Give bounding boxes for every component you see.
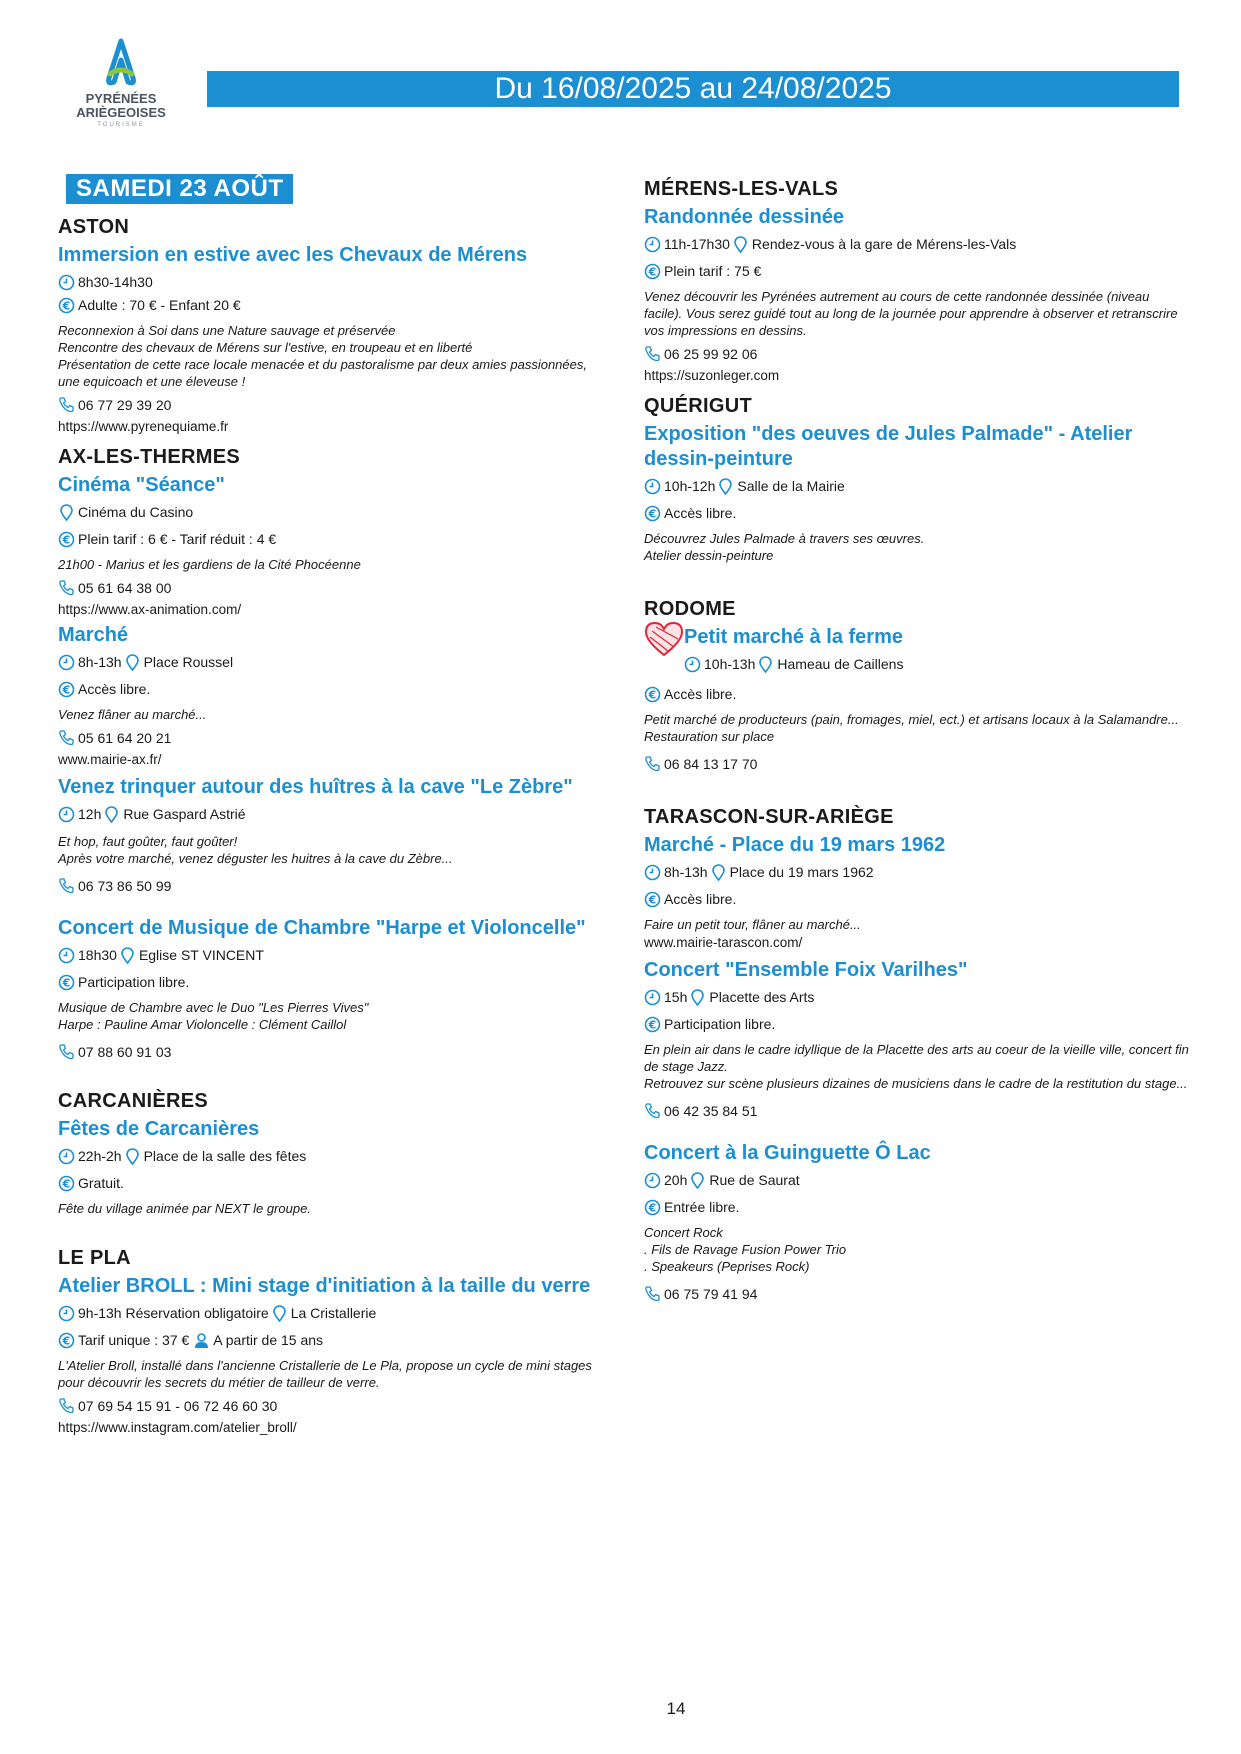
event-phone[interactable]: 06 77 29 39 20 (78, 396, 172, 413)
location-pin-icon (689, 989, 706, 1006)
clock-icon (58, 1305, 75, 1322)
day-badge: SAMEDI 23 AOÛT (66, 174, 293, 204)
event-phone-line (58, 396, 603, 413)
phone-icon (58, 877, 75, 894)
event-description: Découvrez Jules Palmade à travers ses œuvres. Atelier dessin-peinture (644, 531, 925, 563)
event-price-line (644, 685, 1189, 703)
event-title: Venez trinquer autour des huîtres à la cave "Le Zèbre" (58, 776, 573, 798)
svg-text:€: € (62, 299, 71, 312)
event-time-line (644, 863, 1189, 881)
phone-icon (58, 579, 75, 596)
svg-text:€: € (648, 1201, 657, 1214)
event-time: 8h-13h (78, 654, 122, 670)
event-price-line (644, 1198, 1189, 1216)
event-price-line (58, 680, 603, 698)
euro-icon (644, 891, 661, 908)
event-price: Entrée libre. (664, 1199, 740, 1215)
event-title: Atelier BROLL : Mini stage d'initiation à la taille du verre (58, 1275, 591, 1297)
town-heading: RODOME (644, 598, 736, 620)
location-pin-icon (124, 1148, 141, 1165)
event-time: 22h-2h (78, 1148, 122, 1164)
euro-icon (644, 1199, 661, 1216)
clock-icon (684, 656, 701, 673)
logo-line1: PYRÉNÉES (85, 91, 157, 106)
event-url[interactable]: https://www.pyrenequiame.fr (58, 419, 229, 434)
event-url[interactable]: https://www.ax-animation.com/ (58, 602, 242, 617)
event-price: Tarif unique : 37 € (78, 1332, 190, 1348)
event-time-line (644, 988, 1189, 1006)
event-time: 15h (664, 989, 688, 1005)
town-heading: MÉRENS-LES-VALS (644, 178, 839, 200)
page-number: 14 (666, 1699, 686, 1718)
event-title: Exposition "des oeuves de Jules Palmade" - Atelier dessin-peinture (644, 423, 1133, 470)
euro-icon (644, 263, 661, 280)
event-phone-line (644, 1285, 1189, 1302)
location-pin-icon (689, 1172, 706, 1189)
event-place: Salle de la Mairie (737, 478, 845, 494)
event-price: Gratuit. (78, 1175, 124, 1191)
location-pin-icon (732, 236, 749, 253)
event-price: Plein tarif : 75 € (664, 263, 762, 279)
svg-text:€: € (648, 688, 657, 701)
event-phone[interactable]: 05 61 64 38 00 (78, 579, 172, 596)
event-time: 12h (78, 806, 102, 822)
event-time: 9h-13h Réservation obligatoire (78, 1305, 269, 1321)
event-price-line (644, 504, 1189, 522)
svg-text:€: € (648, 265, 657, 278)
event-time-line (684, 655, 903, 673)
event-time-line (58, 805, 603, 823)
event-description: L'Atelier Broll, installé dans l'ancienne Cristallerie de Le Pla, propose un cycle de mini stages pour découvrir les secrets du métier de tailleur de verre. (58, 1358, 592, 1390)
event-phone[interactable]: 07 69 54 15 91 - 06 72 46 60 30 (78, 1397, 278, 1414)
event-title: Concert de Musique de Chambre "Harpe et Violoncelle" (58, 917, 586, 939)
clock-icon (644, 478, 661, 495)
event-price-line (644, 262, 1189, 280)
event-description: Petit marché de producteurs (pain, fromages, miel, ect.) et artisans locaux à la Salamandre... Restauration sur place (644, 712, 1179, 744)
euro-icon (58, 531, 75, 548)
event-price: Participation libre. (78, 974, 190, 990)
event-title: Randonnée dessinée (644, 206, 845, 228)
event-place: Eglise ST VINCENT (138, 947, 264, 963)
euro-icon (58, 974, 75, 991)
svg-text:€: € (62, 683, 71, 696)
event-title: Immersion en estive avec les Chevaux de Mérens (58, 244, 528, 266)
event-title: Concert "Ensemble Foix Varilhes" (644, 959, 968, 981)
event-price: Participation libre. (664, 1016, 776, 1032)
event-phone[interactable]: 06 75 79 41 94 (664, 1285, 758, 1302)
euro-icon (58, 1175, 75, 1192)
logo-line2: ARIÈGEOISES (76, 105, 166, 120)
event-description: Fête du village animée par NEXT le groupe. (58, 1201, 311, 1216)
event-phone[interactable]: 06 25 99 92 06 (664, 345, 758, 362)
event-time-line (58, 1147, 603, 1165)
event-phone[interactable]: 06 42 35 84 51 (664, 1102, 758, 1119)
left-column (58, 174, 603, 1435)
event-description: Et hop, faut goûter, faut goûter! Après votre marché, venez déguster les huitres à la cave du Zèbre... (58, 834, 453, 866)
event-url[interactable]: https://www.instagram.com/atelier_broll/ (58, 1420, 297, 1435)
event-place: Place Roussel (143, 654, 234, 670)
event-price: Accès libre. (664, 891, 737, 907)
event-title: Marché (58, 624, 129, 646)
event-phone[interactable]: 05 61 64 20 21 (78, 729, 172, 746)
event-place: Rue de Saurat (709, 1172, 800, 1188)
event-time: 11h-17h30 (664, 236, 730, 252)
clock-icon (58, 654, 75, 671)
event-time-line (58, 273, 603, 291)
event-time: 8h-13h (664, 864, 708, 880)
phone-icon (58, 729, 75, 746)
town-heading: ASTON (58, 216, 130, 238)
event-price-line (58, 530, 603, 548)
event-title: Marché - Place du 19 mars 1962 (644, 834, 946, 856)
event-place: Rendez-vous à la gare de Mérens-les-Vals (751, 236, 1017, 252)
clock-icon (58, 947, 75, 964)
phone-icon (644, 1102, 661, 1119)
event-time-line (644, 235, 1189, 253)
event-time: 8h30-14h30 (78, 274, 153, 290)
featured-event (644, 621, 1189, 673)
location-pin-icon (124, 654, 141, 671)
event-price: Accès libre. (664, 686, 737, 702)
town-heading: AX-LES-THERMES (58, 446, 240, 468)
event-phone[interactable]: 06 84 13 17 70 (664, 755, 758, 772)
clock-icon (58, 806, 75, 823)
location-pin-icon (271, 1305, 288, 1322)
clock-icon (58, 1148, 75, 1165)
clock-icon (644, 989, 661, 1006)
event-price: Accès libre. (664, 505, 737, 521)
location-pin-icon (710, 864, 727, 881)
event-price: Accès libre. (78, 681, 151, 697)
phone-icon (58, 1043, 75, 1060)
town-heading: QUÉRIGUT (644, 395, 752, 417)
phone-icon (644, 345, 661, 362)
event-title: Petit marché à la ferme (684, 626, 903, 648)
phone-icon (644, 1285, 661, 1302)
event-url[interactable]: www.mairie-ax.fr/ (58, 752, 162, 767)
town-heading: LE PLA (58, 1247, 131, 1269)
event-time-line (644, 477, 1189, 495)
event-place: Rue Gaspard Astrié (123, 806, 246, 822)
event-description: Faire un petit tour, flâner au marché... (644, 917, 861, 932)
svg-text:€: € (62, 976, 71, 989)
event-title: Fêtes de Carcanières (58, 1118, 260, 1140)
event-time: 20h (664, 1172, 688, 1188)
svg-text:€: € (62, 1334, 71, 1347)
location-pin-icon (119, 947, 136, 964)
svg-text:€: € (648, 893, 657, 906)
event-description: Reconnexion à Soi dans une Nature sauvage et préservée Rencontre des chevaux de Mérens sur l'estive, en troupeau et en liberté Présentation de cette race locale menacée et du pastoralisme par deux amies passionnées, une equicoach et une éleveuse ! (58, 323, 587, 389)
event-place: Placette des Arts (709, 989, 815, 1005)
event-place: Place du 19 mars 1962 (729, 864, 874, 880)
event-url[interactable]: www.mairie-tarascon.com/ (644, 935, 803, 950)
event-phone-line (58, 729, 603, 746)
euro-icon (644, 505, 661, 522)
event-age: A partir de 15 ans (213, 1332, 324, 1348)
event-place: La Cristallerie (290, 1305, 377, 1321)
location-pin-icon (103, 806, 120, 823)
event-description: Concert Rock . Fils de Ravage Fusion Power Trio . Speakeurs (Peprises Rock) (644, 1225, 847, 1274)
event-title: Cinéma "Séance" (58, 474, 225, 496)
event-phone-line (58, 579, 603, 596)
event-time: 18h30 (78, 947, 117, 963)
event-phone-line (58, 877, 603, 894)
logo-line3: TOURISME (97, 122, 145, 128)
clock-icon (644, 236, 661, 253)
town-heading: CARCANIÈRES (58, 1090, 208, 1112)
euro-icon (58, 297, 75, 314)
event-phone[interactable]: 07 88 60 91 03 (78, 1043, 172, 1060)
event-phone-line (58, 1397, 603, 1414)
location-pin-icon (58, 504, 75, 521)
event-phone-line (644, 345, 1189, 362)
euro-icon (644, 1016, 661, 1033)
svg-text:€: € (62, 1177, 71, 1190)
event-phone-line (644, 1102, 1189, 1119)
svg-text:€: € (62, 533, 71, 546)
event-price: Adulte : 70 € - Enfant 20 € (78, 297, 241, 313)
event-price-line (58, 1174, 603, 1192)
phone-icon (58, 1397, 75, 1414)
event-price: Plein tarif : 6 € - Tarif réduit : 4 € (78, 531, 277, 547)
event-time: 10h-13h (704, 656, 756, 672)
event-description: Venez découvrir les Pyrénées autrement au cours de cette randonnée dessinée (niveau facile). Vous serez guidé tout au long de la journée pour apprendre à observer et retranscrire vos impressions en dessins. (644, 289, 1178, 338)
svg-text:€: € (648, 507, 657, 520)
town-heading: TARASCON-SUR-ARIÈGE (644, 806, 894, 828)
heart-icon (644, 621, 684, 662)
event-price-line (58, 296, 603, 314)
event-price-line (58, 973, 603, 991)
phone-icon (644, 755, 661, 772)
svg-text:€: € (648, 1018, 657, 1031)
event-price-line (58, 1331, 603, 1349)
event-phone-line (58, 1043, 603, 1060)
event-phone-line (644, 755, 1189, 772)
right-column (644, 178, 1189, 1302)
event-description: En plein air dans le cadre idyllique de la Placette des arts au coeur de la vieille ville, concert fin de stage Jazz. Retrouvez sur scène plusieurs dizaines de musiciens dans le cadre de la restitution du stage... (644, 1042, 1189, 1091)
event-phone[interactable]: 06 73 86 50 99 (78, 877, 172, 894)
euro-icon (58, 1332, 75, 1349)
location-pin-icon (757, 656, 774, 673)
clock-icon (644, 1172, 661, 1189)
event-time-line (58, 1304, 603, 1322)
phone-icon (58, 396, 75, 413)
clock-icon (58, 274, 75, 291)
event-description: 21h00 - Marius et les gardiens de la Cité Phocéenne (58, 557, 361, 572)
event-price-line (644, 1015, 1189, 1033)
event-description: Venez flâner au marché... (58, 707, 207, 722)
logo (66, 38, 176, 128)
event-place: Place de la salle des fêtes (143, 1148, 307, 1164)
event-price-line (644, 890, 1189, 908)
event-time-line (58, 653, 603, 671)
euro-icon (644, 686, 661, 703)
logo-mark-icon (101, 38, 141, 88)
event-time-line (644, 1171, 1189, 1189)
person-icon (193, 1332, 210, 1349)
event-place: Hameau de Caillens (777, 656, 904, 672)
date-range-banner: Du 16/08/2025 au 24/08/2025 (207, 71, 1179, 107)
event-place: Cinéma du Casino (78, 504, 194, 520)
event-description: Musique de Chambre avec le Duo "Les Pierres Vives" Harpe : Pauline Amar Violoncelle : Clément Caillol (58, 1000, 369, 1032)
event-time: 10h-12h (664, 478, 716, 494)
event-title: Concert à la Guinguette Ô Lac (644, 1142, 931, 1164)
event-time-line (58, 946, 603, 964)
event-url[interactable]: https://suzonleger.com (644, 368, 780, 383)
clock-icon (644, 864, 661, 881)
euro-icon (58, 681, 75, 698)
location-pin-icon (717, 478, 734, 495)
event-place-line (58, 503, 603, 521)
